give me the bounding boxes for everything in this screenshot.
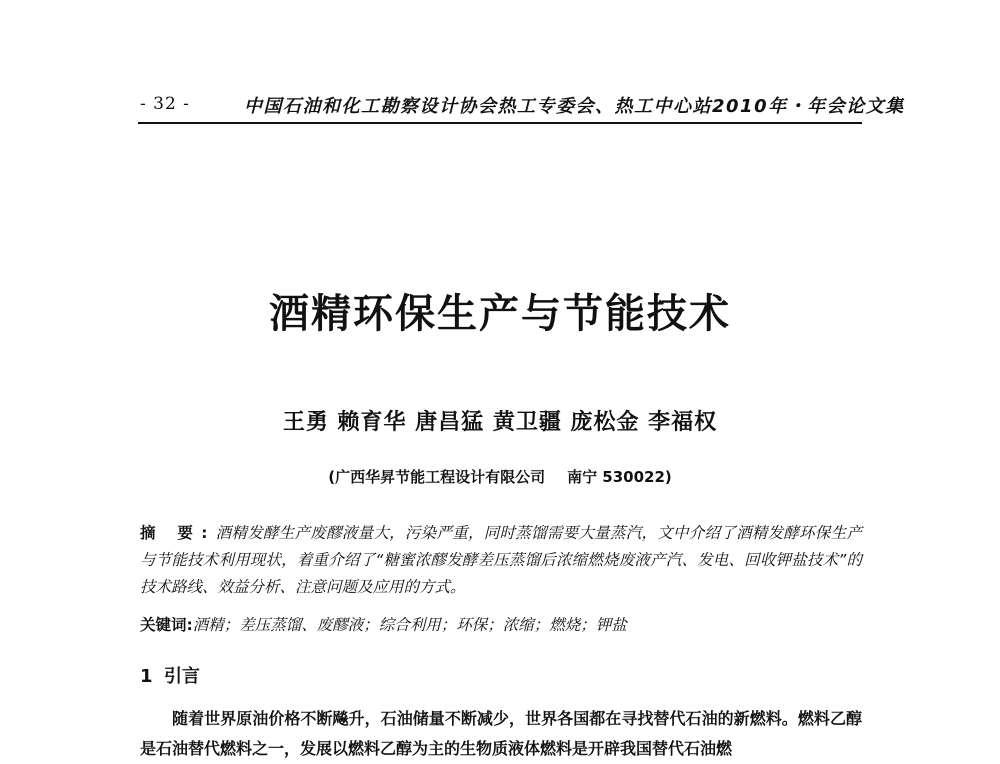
header-rule	[138, 122, 862, 124]
journal-name: 中国石油和化工勘察设计协会热工专委会、热工中心站2010年・年会论文集	[244, 96, 905, 117]
paper-title: 酒精环保生产与节能技术	[269, 291, 731, 337]
page-number: - 32 -	[140, 94, 190, 114]
affiliation	[0, 466, 1000, 487]
section-heading	[140, 662, 200, 688]
abstract-label: 摘 要:	[140, 524, 216, 542]
section-title: 引言	[164, 666, 200, 687]
section-number: 1	[140, 666, 153, 687]
keywords-text: 酒精；差压蒸馏、废醪液；综合利用；环保；浓缩；燃烧；钾盐	[192, 616, 627, 634]
abstract	[140, 520, 862, 601]
keywords	[140, 612, 862, 639]
keywords-label: 关键词:	[140, 616, 193, 634]
body-paragraph-text: 随着世界原油价格不断飚升，石油储量不断减少，世界各国都在寻找替代石油的新燃料。燃料乙醇是石油替代燃料之一，发展以燃料乙醇为主的生物质液体燃料是开辟我国替代石油燃	[140, 709, 862, 758]
author-list: 王勇 赖育华 唐昌猛 黄卫疆 庞松金 李福权	[282, 410, 718, 435]
running-header	[140, 92, 905, 122]
abstract-text: 酒精发酵生产废醪液量大，污染严重，同时蒸馏需要大量蒸汽，文中介绍了酒精发酵环保生产与节能技术利用现状，着重介绍了“糖蜜浓醪发酵差压蒸馏后浓缩燃烧废液产汽、发电、回收钾盐技术”的技术路线、效益分析、注意问题及应用的方式。	[140, 524, 862, 596]
body-paragraph	[140, 704, 862, 764]
affiliation-address: 南宁 530022)	[567, 468, 672, 486]
affiliation-org: (广西华昇节能工程设计有限公司	[328, 468, 546, 486]
